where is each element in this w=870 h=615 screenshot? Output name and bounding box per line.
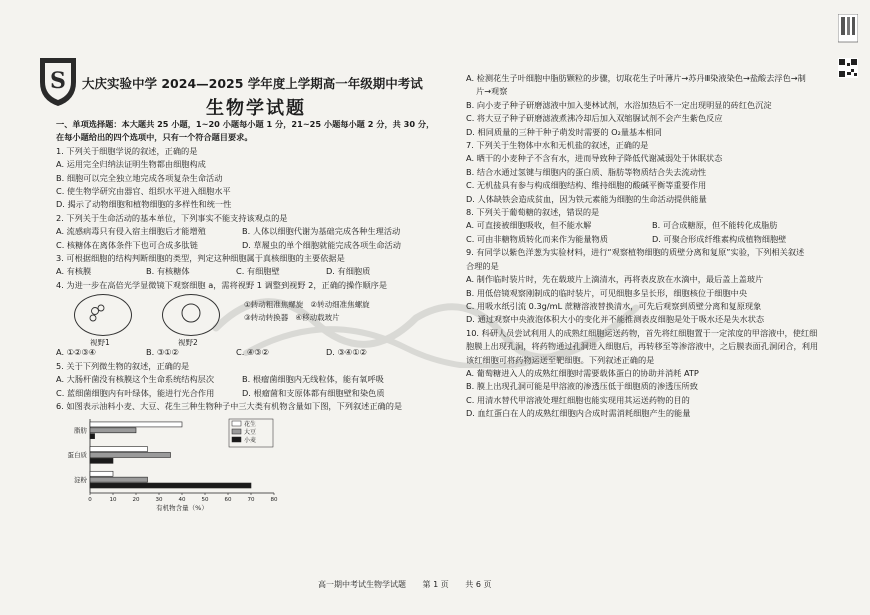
q5-options-row-2 (56, 387, 436, 400)
legend-label: 小麦 (244, 437, 257, 445)
view-2-circle (162, 294, 220, 336)
x-tick-label: 70 (247, 497, 255, 504)
cell-enlarged-icon (163, 295, 219, 335)
q4-options (56, 346, 436, 359)
question-5: 5. 关于下列微生物的叙述，正确的是 (56, 360, 190, 371)
q6-option-d: D. 相同质量的三种干种子萌发时需要的 O₂量基本相同 (466, 126, 662, 137)
question-9-cont: 合理的是 (466, 260, 499, 271)
question-7: 7. 下列关于生物体中水和无机盐的叙述，正确的是 (466, 140, 649, 151)
q8-option-b: B. 可合成糖原，但不能转化成脂肪 (652, 220, 778, 231)
y-category-label: 蛋白质 (67, 451, 87, 460)
microscope-operations (244, 298, 370, 324)
bar (90, 477, 148, 482)
q7-option-c: C. 无机盐具有参与构成细胞结构、维持细胞的酸碱平衡等重要作用 (466, 180, 707, 191)
question-1: 1. 下列关于细胞学说的叙述，正确的是 (56, 145, 198, 156)
bar (90, 459, 113, 464)
microscope-figure (56, 294, 436, 348)
q8-option-c: C. 可由非糖物质转化而来作为能量物质 (466, 233, 608, 244)
q5-option-a: A. 大肠杆菌没有核膜这个生命系统结构层次 (56, 374, 215, 385)
op-3: ③转动转换器 (244, 313, 289, 323)
page-footer (318, 579, 505, 590)
question-6: 6. 如图表示油料小麦、大豆、花生三种生物种子中三大类有机物含量如下图，下列叙述正确的是 (56, 400, 403, 411)
school-title: 大庆实验中学 2024—2025 学年度上学期高一年级期中考试 (82, 76, 423, 91)
bar (90, 434, 95, 439)
q7-option-b: B. 结合水通过氢键与细胞内的蛋白质、脂肪等物质结合失去流动性 (466, 166, 707, 177)
section-title: 一、单项选择题：本大题共 25 小题，1~20 小题每小题 1 分，21~25 小题每小题 2 分，共 30 分， (56, 119, 435, 129)
question-10-cont-1: 胞膜上出现孔洞，将药物通过孔洞进入细胞后，再转移至等渗溶液中，之后膜表面孔洞闭合，利用 (466, 341, 819, 352)
bar (90, 447, 148, 452)
q5-option-c: C. 蓝细菌细胞内有叶绿体，能进行光合作用 (56, 387, 215, 398)
organic-matter-chart (56, 415, 436, 511)
legend-swatch (232, 429, 241, 434)
view-1-label: 视野1 (90, 338, 110, 348)
q3-options (56, 265, 436, 278)
q8-option-a: A. 可直接被细胞吸收，但不能水解 (466, 220, 592, 231)
y-category-label: 淀粉 (74, 476, 87, 485)
q1-option-a: A. 运用完全归纳法证明生物都由细胞构成 (56, 159, 206, 170)
bar (90, 428, 136, 433)
q4-option-d: D. ③④①② (326, 347, 367, 358)
q2-option-a: A. 流感病毒只有侵入宿主细胞后才能增殖 (56, 226, 206, 237)
y-category-label: 脂肪 (74, 426, 87, 435)
x-tick-label: 50 (201, 497, 209, 504)
q3-option-c: C. 有细胞壁 (236, 266, 280, 277)
q9-option-d: D. 通过观察中央液泡体积大小的变化并不能推测表皮细胞是处于吸水还是失水状态 (466, 314, 765, 325)
x-tick-label: 10 (109, 497, 117, 504)
footer-page-number: 第 1 页 (422, 580, 449, 589)
school-emblem-icon (36, 52, 80, 108)
q8-options-row-2 (466, 233, 841, 246)
left-column (56, 118, 436, 511)
legend-swatch (232, 437, 241, 442)
q9-option-b: B. 用低倍镜观察刚制成的临时装片，可见细胞多呈长形，细胞核位于细胞中央 (466, 287, 748, 298)
question-10: 10. 科研人员尝试利用人的成熟红细胞运送药物，首先将红细胞置于一定浓度的甲溶液中，使红细 (466, 327, 818, 338)
right-column (466, 72, 841, 421)
q4-option-c: C. ④③② (236, 347, 269, 358)
question-3: 3. 可根据细胞的结构判断细胞的类型，判定这种细胞属于真核细胞的主要依据是 (56, 253, 345, 264)
q1-option-c: C. 使生物学研究由器官、组织水平进入细胞水平 (56, 186, 231, 197)
q6-option-a-cont: 片→观察 (476, 86, 508, 97)
x-tick-label: 0 (88, 497, 92, 504)
bar (90, 453, 171, 458)
q1-option-b: B. 细胞可以完全独立地完成各项复杂生命活动 (56, 172, 223, 183)
q3-option-a: A. 有核膜 (56, 266, 92, 277)
question-9: 9. 有同学以紫色洋葱为实验材料，进行“观察植物细胞的质壁分离和复原”实验，下列相关叙述 (466, 247, 805, 258)
q8-options-row-1 (466, 219, 841, 232)
q10-option-b: B. 膜上出现孔洞可能是甲溶液的渗透压低于细胞质的渗透压所致 (466, 381, 698, 392)
x-tick-label: 20 (132, 497, 140, 504)
svg-text:S: S (50, 68, 66, 94)
q2-options-row-2 (56, 239, 436, 252)
q2-option-c: C. 核糖体在离体条件下也可合成多肽链 (56, 239, 198, 250)
q6-option-c: C. 将大豆子种子研磨滤液煮沸冷却后加入双缩脲试剂不会产生紫色反应 (466, 113, 723, 124)
question-2: 2. 下列关于生命活动的基本单位，下列事实不能支持该观点的是 (56, 212, 288, 223)
q2-option-d: D. 草履虫的单个细胞就能完成各项生命活动 (242, 239, 401, 250)
question-10-cont-2: 该红细胞可将药物运送至靶细胞。下列叙述正确的是 (466, 354, 655, 365)
q3-option-d: D. 有细胞质 (326, 266, 371, 277)
legend-label: 花生 (244, 421, 257, 429)
q10-option-c: C. 用清水替代甲溶液处理红细胞也能实现用其运送药物的目的 (466, 394, 690, 405)
op-2: ②转动细准焦螺旋 (310, 300, 370, 310)
cells-a-icon (75, 295, 131, 335)
qr-code-icon (838, 14, 858, 78)
view-1-circle (74, 294, 132, 336)
x-tick-label: 40 (178, 497, 186, 504)
q7-option-a: A. 晒干的小麦种子不含有水，进而导致种子降低代谢减弱处于休眠状态 (466, 153, 723, 164)
legend-swatch (232, 421, 241, 426)
question-4: 4. 为进一步在高倍光学显微镜下观察细胞 a，需将视野 1 调整到视野 2，正确的操作顺序是 (56, 279, 388, 290)
q2-option-b: B. 人体以细胞代谢为基础完成各种生理活动 (242, 226, 401, 237)
legend-label: 大豆 (244, 429, 257, 437)
bar (90, 483, 251, 488)
q3-option-b: B. 有核糖体 (146, 266, 190, 277)
q1-option-d: D. 揭示了动物细胞和植物细胞的多样性和统一性 (56, 199, 232, 210)
q9-option-c: C. 用吸水纸引流 0.3g/mL 蔗糖溶液替换清水，可先后观察到质壁分离和复原现象 (466, 300, 762, 311)
x-tick-label: 30 (155, 497, 163, 504)
bar (90, 472, 113, 477)
q10-option-a: A. 葡萄糖进入人的成熟红细胞时需要载体蛋白的协助并消耗 ATP (466, 367, 699, 378)
footer-exam-name: 高一期中考试生物学试题 (318, 580, 406, 589)
x-tick-label: 60 (224, 497, 232, 504)
bar-chart (56, 415, 286, 511)
q10-option-d: D. 血红蛋白在人的成熟红细胞内合成时需消耗细胞产生的能量 (466, 408, 691, 419)
q5-option-d: D. 根瘤菌和支原体都有细胞壁和染色质 (242, 387, 385, 398)
footer-total-pages: 共 6 页 (465, 580, 492, 589)
q2-options-row-1 (56, 225, 436, 238)
q4-option-b: B. ③①② (146, 347, 179, 358)
q6-option-a: A. 检测花生子叶细胞中脂肪颗粒的步骤，切取花生子叶薄片→苏丹Ⅲ染液染色→盐酸去浮色→制 (466, 73, 806, 83)
q4-option-a: A. ①②③④ (56, 347, 97, 358)
q9-option-a: A. 制作临时装片时，先在载玻片上滴清水，再将表皮放在水滴中，最后盖上盖玻片 (466, 274, 764, 285)
x-tick-label: 80 (270, 497, 278, 504)
q7-option-d: D. 人体缺铁会造成贫血，因为铁元素能为细胞的生命活动提供能量 (466, 193, 707, 204)
view-2-label: 视野2 (178, 338, 198, 348)
section-note: 在每小题给出的四个选项中，只有一个符合题目要求。 (56, 132, 253, 143)
op-4: ④移动载玻片 (295, 313, 340, 323)
op-1: ①转动粗准焦螺旋 (244, 300, 304, 310)
question-8: 8. 下列关于葡萄糖的叙述，错误的是 (466, 207, 600, 218)
q5-option-b: B. 根瘤菌细胞内无线粒体，能有氧呼吸 (242, 374, 384, 385)
q6-option-b: B. 向小麦子种子研磨滤液中加入斐林试剂，水浴加热后不一定出现明显的砖红色沉淀 (466, 99, 772, 110)
subject-title: 生物学试题 (206, 98, 306, 119)
x-axis-label: 有机物含量（%） (156, 504, 208, 512)
q5-options-row-1 (56, 373, 436, 386)
bar (90, 422, 182, 427)
q8-option-d: D. 可聚合形成纤维素构成植物细胞壁 (652, 233, 787, 244)
